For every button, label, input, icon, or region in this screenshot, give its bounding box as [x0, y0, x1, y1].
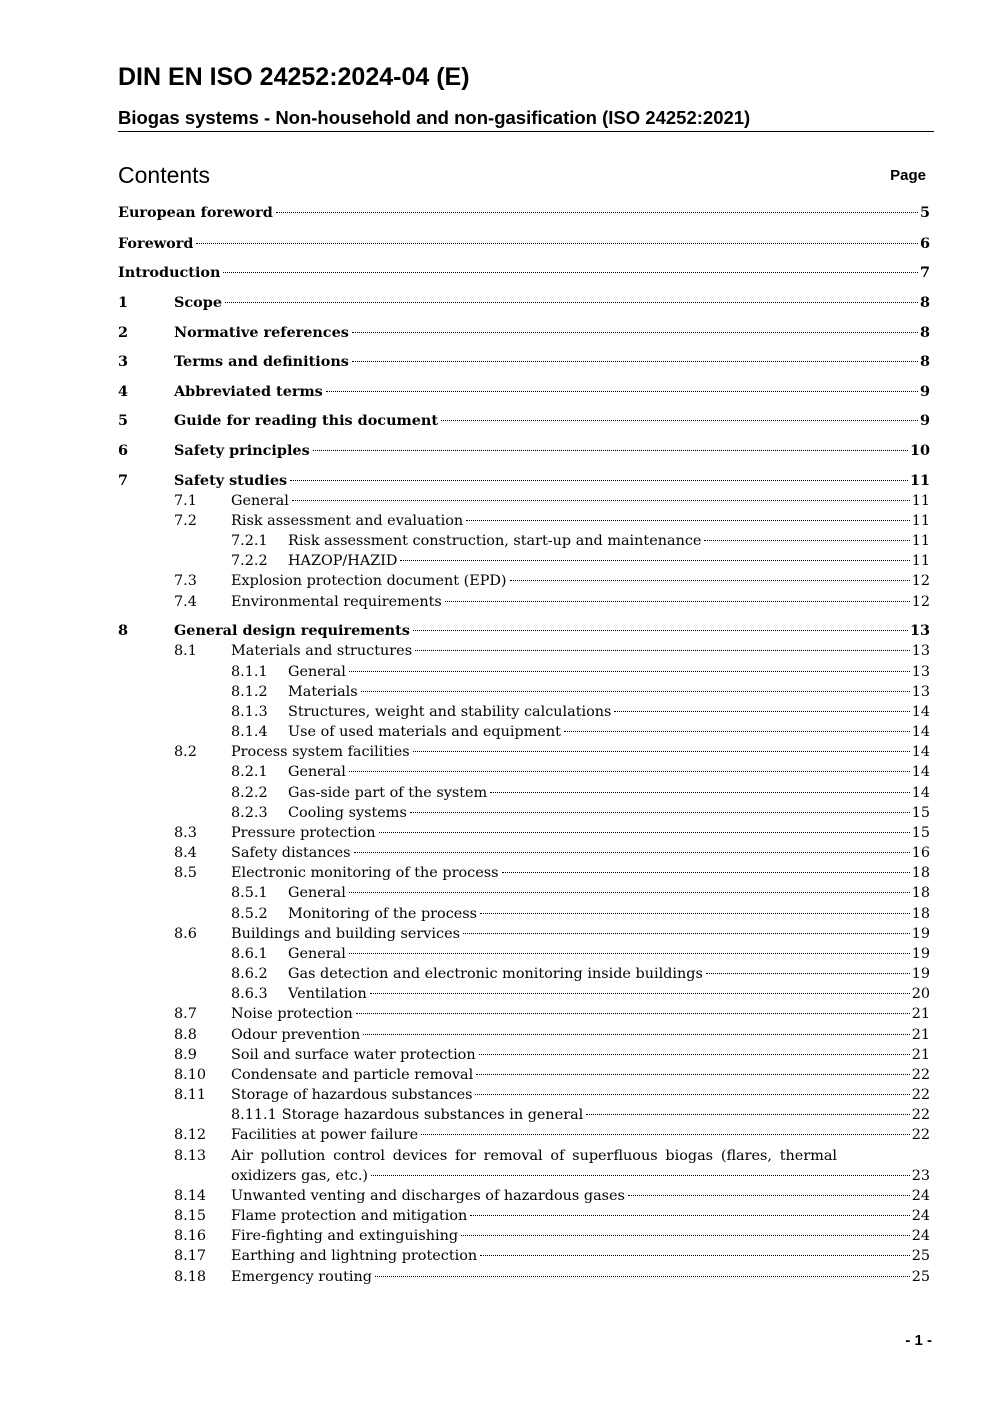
dot-leader [421, 1133, 909, 1135]
toc-label: Unwanted venting and discharges of hazardous gases [231, 1188, 625, 1204]
toc-entry-8-2-2[interactable] [231, 783, 930, 803]
dot-leader [413, 750, 910, 752]
dot-leader [356, 1012, 910, 1014]
toc-number: 8.2.1 [231, 764, 268, 780]
dot-leader [475, 1093, 909, 1095]
toc-entry-8-11-1[interactable] [231, 1105, 930, 1125]
document-subtitle: Biogas systems - Non-household and non-gasification (ISO 24252:2021) [118, 105, 934, 132]
dot-leader [361, 690, 910, 692]
dot-leader [290, 479, 908, 481]
toc-label: Noise protection [231, 1006, 353, 1022]
dot-leader [400, 559, 909, 561]
toc-label: Structures, weight and stability calculations [288, 704, 612, 720]
dot-leader [370, 992, 910, 994]
dot-leader [466, 519, 910, 521]
toc-entry-introduction[interactable] [118, 263, 930, 283]
toc-number: 8.17 [174, 1248, 207, 1264]
toc-number: 8.2 [174, 744, 197, 760]
toc-label: Fire-fighting and extinguishing [231, 1228, 459, 1244]
dot-leader [349, 952, 910, 954]
toc-page: 24 [911, 1208, 930, 1224]
toc-number: 6 [118, 442, 129, 459]
toc-entry-8-8[interactable] [174, 1025, 930, 1045]
toc-label: Cooling systems [288, 805, 407, 821]
toc-label: Normative references [174, 324, 349, 341]
toc-page: 22 [911, 1067, 930, 1083]
toc-label: Gas-side part of the system [288, 785, 488, 801]
toc-page: 18 [911, 906, 930, 922]
toc-page: 8 [919, 353, 930, 370]
toc-number: 8.4 [174, 845, 197, 861]
dot-leader [225, 301, 918, 303]
toc-page: 8 [919, 294, 930, 311]
toc-label: Use of used materials and equipment [288, 724, 561, 740]
toc-number: 8.8 [174, 1027, 197, 1043]
toc-number: 7.4 [174, 594, 197, 610]
toc-page: 11 [911, 553, 930, 569]
toc-page: 22 [911, 1127, 930, 1143]
toc-entry-8-11[interactable] [174, 1085, 930, 1105]
toc-label: Safety distances [231, 845, 351, 861]
page-column-label: Page [890, 167, 926, 184]
toc-entry-8-5[interactable] [174, 863, 930, 883]
toc-page: 15 [911, 805, 930, 821]
toc-label: HAZOP/HAZID [288, 553, 398, 569]
dot-leader [614, 710, 909, 712]
toc-number: 8.6.2 [231, 966, 268, 982]
toc-label: Monitoring of the process [288, 906, 478, 922]
toc-entry-8-2-1[interactable] [231, 762, 930, 782]
toc-page: 19 [911, 926, 930, 942]
toc-label: Terms and definitions [174, 353, 349, 370]
toc-entry-8-6-2[interactable] [231, 964, 930, 984]
toc-entry-1[interactable] [118, 293, 930, 313]
dot-leader [480, 912, 910, 914]
toc-page: 14 [911, 764, 930, 780]
toc-page: 5 [919, 204, 930, 221]
toc-page: 24 [911, 1188, 930, 1204]
toc-entry-6[interactable] [118, 441, 930, 461]
toc-number: 7.3 [174, 573, 197, 589]
toc-entry-8-13-line1[interactable] [174, 1146, 873, 1166]
dot-leader [349, 891, 910, 893]
dot-leader [313, 449, 908, 451]
toc-entry-7-2[interactable] [174, 511, 930, 531]
toc-entry-8-16[interactable] [174, 1226, 930, 1246]
toc-number: 1 [118, 294, 129, 311]
toc-label: Condensate and particle removal [231, 1067, 474, 1083]
dot-leader [371, 1174, 910, 1176]
toc-label: Introduction [118, 264, 221, 281]
toc-page: 8 [919, 324, 930, 341]
toc-page: 25 [911, 1269, 930, 1285]
toc-entry-8-6-3[interactable] [231, 984, 930, 1004]
toc-label: Foreword [118, 235, 194, 252]
toc-number: 8.9 [174, 1047, 197, 1063]
toc-entry-4[interactable] [118, 382, 930, 402]
toc-entry-8-17[interactable] [174, 1246, 930, 1266]
toc-number: 8.18 [174, 1269, 207, 1285]
toc-page: 14 [911, 744, 930, 760]
dot-leader [349, 670, 910, 672]
toc-page: 13 [911, 643, 930, 659]
toc-entry-8-14[interactable] [174, 1186, 930, 1206]
toc-entry-8-5-2[interactable] [231, 904, 930, 924]
toc-number: 8.5 [174, 865, 197, 881]
toc-page: 13 [909, 622, 930, 639]
toc-label: General [288, 664, 346, 680]
toc-entry-8-2-3[interactable] [231, 803, 930, 823]
toc-label: Buildings and building services [231, 926, 460, 942]
toc-number: 7 [118, 472, 129, 489]
toc-page: 16 [911, 845, 930, 861]
toc-page: 11 [911, 493, 930, 509]
toc-number: 8.1.3 [231, 704, 268, 720]
toc-number: 8.11.1 [231, 1107, 277, 1123]
toc-label: Risk assessment construction, start-up and maintenance [288, 533, 702, 549]
toc-label: Soil and surface water protection [231, 1047, 476, 1063]
toc-label: Storage hazardous substances in general [281, 1107, 584, 1123]
toc-entry-8-9[interactable] [174, 1045, 930, 1065]
toc-label: General [288, 885, 346, 901]
toc-entry-7-2-2[interactable] [231, 551, 930, 571]
dot-leader [354, 851, 910, 853]
toc-entry-european-foreword[interactable] [118, 203, 930, 223]
dot-leader [375, 1275, 910, 1277]
page-number: - 1 - [905, 1332, 932, 1349]
toc-page: 19 [911, 946, 930, 962]
toc-entry-3[interactable] [118, 352, 930, 372]
toc-entry-8-1-2[interactable] [231, 682, 930, 702]
toc-number: 8.7 [174, 1006, 197, 1022]
dot-leader [223, 271, 918, 273]
toc-label: Odour prevention [231, 1027, 361, 1043]
toc-entry-8-10[interactable] [174, 1065, 930, 1085]
toc-label: Storage of hazardous substances [231, 1087, 473, 1103]
toc-entry-8-5-1[interactable] [231, 883, 930, 903]
toc-entry-2[interactable] [118, 323, 930, 343]
toc-number: 8.3 [174, 825, 197, 841]
toc-label: European foreword [118, 204, 273, 221]
toc-entry-8-7[interactable] [174, 1004, 930, 1024]
toc-number: 8.16 [174, 1228, 207, 1244]
toc-label: Safety studies [174, 472, 288, 489]
toc-number: 8.5.1 [231, 885, 268, 901]
toc-number: 8.1.4 [231, 724, 268, 740]
dot-leader [352, 360, 918, 362]
toc-entry-8-6-1[interactable] [231, 944, 930, 964]
toc-number: 7.2.2 [231, 553, 268, 569]
toc-number: 8.14 [174, 1188, 207, 1204]
toc-entry-8-18[interactable] [174, 1267, 930, 1287]
toc-number: 8.10 [174, 1067, 207, 1083]
toc-number: 7.2.1 [231, 533, 268, 549]
toc-page: 22 [911, 1087, 930, 1103]
toc-label: General [231, 493, 289, 509]
dot-leader [445, 600, 910, 602]
toc-number: 8.1 [174, 643, 197, 659]
toc-label: Electronic monitoring of the process [231, 865, 499, 881]
toc-label: Materials and structures [231, 643, 413, 659]
toc-page: 18 [911, 885, 930, 901]
toc-number: 8.13 [174, 1148, 207, 1164]
toc-entry-8-15[interactable] [174, 1206, 930, 1226]
toc-page: 12 [911, 573, 930, 589]
toc-page: 7 [919, 264, 930, 281]
toc-entry-8[interactable] [118, 621, 930, 641]
toc-page: 20 [911, 986, 930, 1002]
dot-leader [352, 331, 918, 333]
toc-page: 23 [911, 1168, 930, 1184]
toc-page: 11 [911, 513, 930, 529]
toc-entry-8-13-line2[interactable] [231, 1166, 930, 1186]
contents-heading: Contents [118, 162, 211, 188]
toc-entry-5[interactable] [118, 411, 930, 431]
toc-label: Materials [288, 684, 358, 700]
toc-label: Abbreviated terms [174, 383, 323, 400]
toc-page: 11 [909, 472, 930, 489]
toc-page: 14 [911, 785, 930, 801]
toc-entry-8-2[interactable] [174, 742, 930, 762]
toc-page: 21 [911, 1047, 930, 1063]
dot-leader [415, 649, 910, 651]
dot-leader [461, 1234, 910, 1236]
toc-number: 8.6.1 [231, 946, 268, 962]
toc-number: 7.2 [174, 513, 197, 529]
toc-label: General [288, 946, 346, 962]
toc-number: 8.15 [174, 1208, 207, 1224]
toc-label: Explosion protection document (EPD) [231, 573, 507, 589]
toc-page: 14 [911, 704, 930, 720]
dot-leader [502, 871, 910, 873]
toc-label: Guide for reading this document [174, 412, 439, 429]
dot-leader [628, 1194, 910, 1196]
toc-page: 11 [911, 533, 930, 549]
toc-entry-8-3[interactable] [174, 823, 930, 843]
toc-number: 8.6 [174, 926, 197, 942]
toc-page: 18 [911, 865, 930, 881]
toc-number: 8 [118, 622, 129, 639]
toc-label: Earthing and lightning protection [231, 1248, 478, 1264]
toc-entry-foreword[interactable] [118, 234, 930, 254]
toc-entry-8-4[interactable] [174, 843, 930, 863]
dot-leader [704, 539, 909, 541]
toc-page: 10 [909, 442, 930, 459]
dot-leader [292, 499, 910, 501]
dot-leader [479, 1053, 910, 1055]
toc-label: Scope [174, 294, 222, 311]
dot-leader [326, 390, 918, 392]
dot-leader [706, 972, 910, 974]
toc-page: 9 [919, 383, 930, 400]
toc-page: 25 [911, 1248, 930, 1264]
toc-label: Ventilation [288, 986, 367, 1002]
toc-page: 22 [911, 1107, 930, 1123]
toc-number: 8.1.1 [231, 664, 268, 680]
toc-page: 15 [911, 825, 930, 841]
toc-label: Facilities at power failure [231, 1127, 419, 1143]
toc-label-continued: oxidizers gas, etc.) [231, 1168, 369, 1184]
toc-label: Process system facilities [231, 744, 410, 760]
toc-label: Air pollution control devices for removal of superfluous biogas (flares, thermal [231, 1148, 838, 1164]
toc-entry-8-1-3[interactable] [231, 702, 930, 722]
toc-number: 8.2.2 [231, 785, 268, 801]
toc-entry-7-1[interactable] [174, 491, 930, 511]
toc-label: Environmental requirements [231, 594, 442, 610]
toc-page: 13 [911, 684, 930, 700]
toc-page: 12 [911, 594, 930, 610]
toc-label: Risk assessment and evaluation [231, 513, 464, 529]
document-title: DIN EN ISO 24252:2024-04 (E) [118, 63, 470, 91]
dot-leader [586, 1113, 909, 1115]
dot-leader [379, 831, 910, 833]
dot-leader [490, 791, 909, 793]
dot-leader [410, 811, 910, 813]
dot-leader [276, 211, 918, 213]
toc-label: Safety principles [174, 442, 310, 459]
toc-label: General [288, 764, 346, 780]
toc-number: 5 [118, 412, 129, 429]
toc-page: 21 [911, 1006, 930, 1022]
toc-number: 8.11 [174, 1087, 207, 1103]
toc-entry-7-2-1[interactable] [231, 531, 930, 551]
toc-page: 14 [911, 724, 930, 740]
toc-number: 8.6.3 [231, 986, 268, 1002]
toc-entry-7[interactable] [118, 471, 930, 491]
dot-leader [196, 242, 918, 244]
toc-number: 7.1 [174, 493, 197, 509]
toc-number: 8.5.2 [231, 906, 268, 922]
dot-leader [349, 770, 910, 772]
dot-leader [363, 1033, 909, 1035]
dot-leader [413, 629, 908, 631]
toc-label: Pressure protection [231, 825, 376, 841]
toc-page: 13 [911, 664, 930, 680]
toc-number: 3 [118, 353, 129, 370]
toc-entry-8-1[interactable] [174, 641, 930, 661]
dot-leader [564, 730, 910, 732]
toc-entry-8-1-1[interactable] [231, 662, 930, 682]
toc-page: 19 [911, 966, 930, 982]
toc-page: 21 [911, 1027, 930, 1043]
toc-entry-8-12[interactable] [174, 1125, 930, 1145]
toc-number: 2 [118, 324, 129, 341]
toc-label: General design requirements [174, 622, 410, 639]
toc-page: 6 [919, 235, 930, 252]
toc-label: Emergency routing [231, 1269, 372, 1285]
toc-number: 8.1.2 [231, 684, 268, 700]
toc-entry-7-3[interactable] [174, 571, 930, 591]
toc-label: Gas detection and electronic monitoring inside buildings [288, 966, 703, 982]
dot-leader [463, 932, 910, 934]
toc-number: 4 [118, 383, 129, 400]
dot-leader [441, 419, 918, 421]
dot-leader [476, 1073, 909, 1075]
toc-entry-8-6[interactable] [174, 924, 930, 944]
toc-number: 8.12 [174, 1127, 207, 1143]
toc-number: 8.2.3 [231, 805, 268, 821]
dot-leader [510, 579, 910, 581]
dot-leader [480, 1254, 910, 1256]
toc-label: Flame protection and mitigation [231, 1208, 468, 1224]
toc-page: 9 [919, 412, 930, 429]
dot-leader [470, 1214, 909, 1216]
toc-page: 24 [911, 1228, 930, 1244]
toc-entry-7-4[interactable] [174, 592, 930, 612]
toc-entry-8-1-4[interactable] [231, 722, 930, 742]
